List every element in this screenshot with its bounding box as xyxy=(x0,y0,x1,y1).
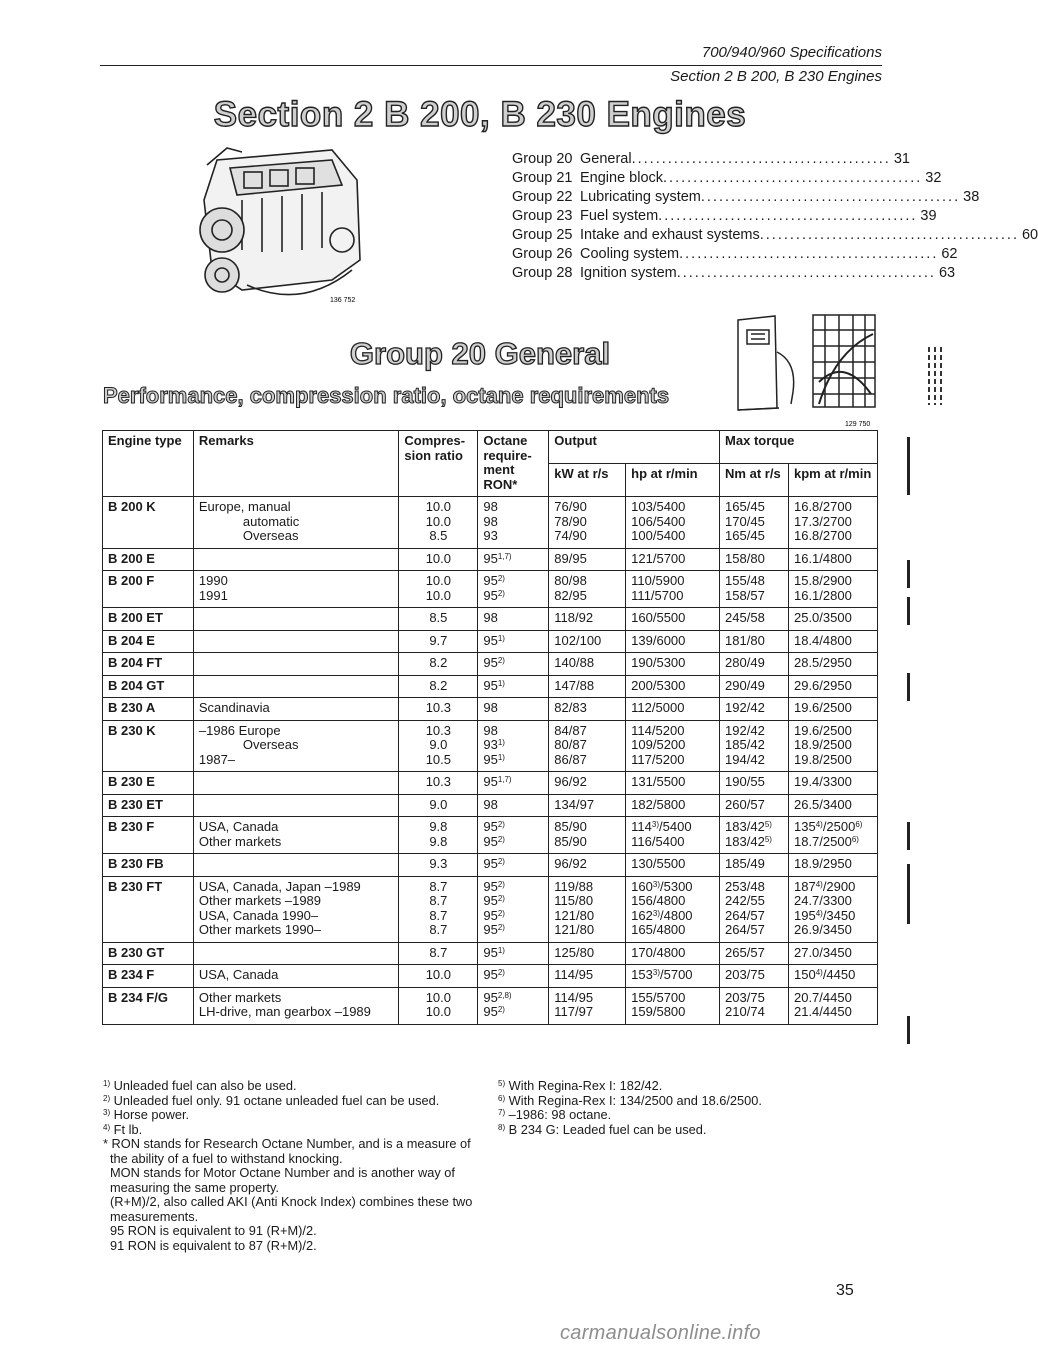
ron-note: the ability of a fuel to withstand knocking. xyxy=(110,1150,343,1166)
torque-kpm-cell: 18.4/4800 xyxy=(788,630,877,653)
toc-page: 31 xyxy=(893,151,910,167)
octane-cell: 95$^{1)}$ xyxy=(478,942,549,965)
ron-note: MON stands for Motor Octane Number and is another way of xyxy=(110,1165,455,1180)
output-hp-cell: 160$^{3)}$/5300 156/4800 162$^{3)}$/4800 165/4800 xyxy=(626,876,720,942)
remarks-cell xyxy=(193,942,399,965)
toc-page: 32 xyxy=(925,170,942,186)
table-row xyxy=(103,698,878,721)
output-kw-cell: 134/97 xyxy=(549,794,626,817)
table-row xyxy=(103,675,878,698)
torque-kpm-cell: 19.6/2500 xyxy=(788,698,877,721)
table-row xyxy=(103,794,878,817)
remarks-cell: Other markets LH-drive, man gearbox –1989 xyxy=(193,987,399,1024)
torque-nm-cell: 245/58 xyxy=(720,608,789,631)
toc-entry: Group 25 Intake and exhaust systems ........................................... 60 xyxy=(512,227,1038,243)
watermark: carmanualsonline.info xyxy=(560,1322,761,1344)
engine-type-cell: B 230 GT xyxy=(103,942,194,965)
output-hp-cell: 155/5700 159/5800 xyxy=(626,987,720,1024)
output-kw-cell: 82/83 xyxy=(549,698,626,721)
ron-note: measuring the same property. xyxy=(110,1179,280,1195)
margin-bar xyxy=(907,560,910,588)
margin-bar xyxy=(907,437,910,495)
octane-cell: 95$^{2)}$ xyxy=(478,653,549,676)
torque-kpm-cell: 15.8/2900 16.1/2800 xyxy=(788,571,877,608)
table-row xyxy=(103,876,878,942)
output-hp-cell: 110/5900 111/5700 xyxy=(626,571,720,608)
torque-kpm-cell: 20.7/4450 21.4/4450 xyxy=(788,987,877,1024)
margin-bar xyxy=(907,673,910,701)
header-max-torque: Max torque xyxy=(720,431,878,464)
table-row xyxy=(103,548,878,571)
torque-nm-cell: 265/57 xyxy=(720,942,789,965)
octane-cell: 98 xyxy=(478,794,549,817)
output-hp-cell: 182/5800 xyxy=(626,794,720,817)
toc-group: Group 21 xyxy=(512,170,573,186)
octane-cell: 98 xyxy=(478,698,549,721)
compression-cell: 8.7 8.7 8.7 8.7 xyxy=(399,876,478,942)
torque-kpm-cell: 187$^{4)}$/2900 24.7/3300 195$^{4)}$/3450 26.9/3450 xyxy=(788,876,877,942)
table-header-row xyxy=(103,431,878,464)
remarks-cell: USA, Canada Other markets xyxy=(193,817,399,854)
footnotes-left xyxy=(103,1079,483,1253)
table-row xyxy=(103,965,878,988)
table-row xyxy=(103,497,878,549)
remarks-cell xyxy=(193,653,399,676)
octane-cell: 95$^{1,7)}$ xyxy=(478,772,549,795)
toc-title: Intake and exhaust systems xyxy=(580,227,760,243)
torque-kpm-cell: 28.5/2950 xyxy=(788,653,877,676)
toc-entry: Group 26 Cooling system ........................................... 62 xyxy=(512,246,958,262)
remarks-cell xyxy=(193,608,399,631)
output-hp-cell: 160/5500 xyxy=(626,608,720,631)
output-hp-cell: 170/4800 xyxy=(626,942,720,965)
torque-nm-cell: 253/48 242/55 264/57 264/57 xyxy=(720,876,789,942)
torque-nm-cell: 183/42$^{5)}$ 183/42$^{5)}$ xyxy=(720,817,789,854)
pump-figure-id: 129 750 xyxy=(845,421,871,428)
octane-cell: 95$^{1,7)}$ xyxy=(478,548,549,571)
toc-page: 38 xyxy=(963,189,980,205)
header-output: Output xyxy=(549,431,720,464)
running-header-section: Section 2 B 200, B 230 Engines xyxy=(670,68,882,85)
engine-type-cell: B 200 F xyxy=(103,571,194,608)
header-remarks: Remarks xyxy=(193,431,399,497)
table-row xyxy=(103,987,878,1024)
torque-kpm-cell: 18.9/2950 xyxy=(788,854,877,877)
remarks-cell: Scandinavia xyxy=(193,698,399,721)
engine-type-cell: B 230 K xyxy=(103,720,194,772)
table-row xyxy=(103,720,878,772)
output-hp-cell: 131/5500 xyxy=(626,772,720,795)
compression-cell: 8.2 xyxy=(399,653,478,676)
engine-type-cell: B 230 E xyxy=(103,772,194,795)
ron-note: measurements. xyxy=(110,1208,199,1224)
group-contents-list xyxy=(512,150,1038,283)
engine-type-cell: B 200 ET xyxy=(103,608,194,631)
torque-nm-cell: 158/80 xyxy=(720,548,789,571)
footnotes-right xyxy=(498,1079,858,1137)
engine-figure-id: 136 752 xyxy=(330,297,356,304)
compression-cell: 10.0 10.0 xyxy=(399,987,478,1024)
torque-nm-cell: 155/48 158/57 xyxy=(720,571,789,608)
footnote: $^{7)}$ –1986: 98 octane. xyxy=(498,1107,612,1122)
toc-page: 39 xyxy=(920,208,937,224)
margin-bar xyxy=(907,1016,910,1044)
compression-cell: 9.8 9.8 xyxy=(399,817,478,854)
output-kw-cell: 102/100 xyxy=(549,630,626,653)
remarks-cell xyxy=(193,675,399,698)
header-hp: hp at r/min xyxy=(626,464,720,497)
header-octane: Octane require-ment RON* xyxy=(478,431,549,497)
toc-group: Group 20 xyxy=(512,151,573,167)
engine-type-cell: B 204 FT xyxy=(103,653,194,676)
output-kw-cell: 84/87 80/87 86/87 xyxy=(549,720,626,772)
header-compression: Compres-sion ratio xyxy=(399,431,478,497)
ron-note: (R+M)/2, also called AKI (Anti Knock Index) combines these two xyxy=(110,1194,473,1209)
output-kw-cell: 125/80 xyxy=(549,942,626,965)
torque-nm-cell: 203/75 210/74 xyxy=(720,987,789,1024)
table-row xyxy=(103,630,878,653)
table-row xyxy=(103,772,878,795)
toc-entry: Group 22 Lubricating system ........................................... 38 xyxy=(512,189,980,205)
engine-type-cell: B 200 K xyxy=(103,497,194,549)
toc-title: Fuel system xyxy=(580,208,659,224)
remarks-cell xyxy=(193,548,399,571)
torque-kpm-cell: 19.6/2500 18.9/2500 19.8/2500 xyxy=(788,720,877,772)
output-kw-cell: 96/92 xyxy=(549,854,626,877)
output-kw-cell: 114/95 117/97 xyxy=(549,987,626,1024)
octane-cell: 95$^{2)}$ 95$^{2)}$ xyxy=(478,817,549,854)
toc-title: Lubricating system xyxy=(580,189,701,205)
engine-type-cell: B 234 F xyxy=(103,965,194,988)
table-row xyxy=(103,608,878,631)
toc-title: Cooling system xyxy=(580,246,680,262)
compression-cell: 8.2 xyxy=(399,675,478,698)
compression-cell: 9.7 xyxy=(399,630,478,653)
output-hp-cell: 121/5700 xyxy=(626,548,720,571)
remarks-cell xyxy=(193,794,399,817)
engine-type-cell: B 204 E xyxy=(103,630,194,653)
output-kw-cell: 114/95 xyxy=(549,965,626,988)
table-row xyxy=(103,571,878,608)
ron-note: 95 RON is equivalent to 91 (R+M)/2. xyxy=(110,1223,317,1238)
torque-nm-cell: 181/80 xyxy=(720,630,789,653)
torque-kpm-cell: 27.0/3450 xyxy=(788,942,877,965)
engine-type-cell: B 204 GT xyxy=(103,675,194,698)
output-hp-cell: 103/5400 106/5400 100/5400 xyxy=(626,497,720,549)
toc-entry: Group 23 Fuel system ........................................... 39 xyxy=(512,208,937,224)
output-hp-cell: 139/6000 xyxy=(626,630,720,653)
engine-type-cell: B 200 E xyxy=(103,548,194,571)
ron-note: 91 RON is equivalent to 87 (R+M)/2. xyxy=(110,1237,317,1253)
compression-cell: 8.5 xyxy=(399,608,478,631)
torque-nm-cell: 192/42 xyxy=(720,698,789,721)
section-tab-marker xyxy=(926,345,948,407)
output-hp-cell: 114/5200 109/5200 117/5200 xyxy=(626,720,720,772)
torque-nm-cell: 185/49 xyxy=(720,854,789,877)
compression-cell: 10.3 9.0 10.5 xyxy=(399,720,478,772)
footnote: $^{4)}$ Ft lb. xyxy=(103,1121,143,1137)
remarks-cell: Europe, manual automatic Overseas xyxy=(193,497,399,549)
torque-kpm-cell: 26.5/3400 xyxy=(788,794,877,817)
table-row xyxy=(103,854,878,877)
table-row xyxy=(103,942,878,965)
header-nm: Nm at r/s xyxy=(720,464,789,497)
torque-kpm-cell: 135$^{4)}$/2500$^{6)}$ 18.7/2500$^{6)}$ xyxy=(788,817,877,854)
octane-cell: 95$^{2)}$ xyxy=(478,965,549,988)
toc-group: Group 28 xyxy=(512,265,573,281)
output-hp-cell: 153$^{3)}$/5700 xyxy=(626,965,720,988)
toc-page: 62 xyxy=(941,246,958,262)
ron-note: * RON stands for Research Octane Number, and is a measure of xyxy=(103,1136,471,1151)
group-title: Group 20 General xyxy=(349,336,611,371)
toc-page: 63 xyxy=(938,265,956,281)
remarks-cell xyxy=(193,630,399,653)
output-hp-cell: 114$^{3)}$/5400 116/5400 xyxy=(626,817,720,854)
page-number: 35 xyxy=(836,1282,854,1299)
header-kpm: kpm at r/min xyxy=(788,464,877,497)
toc-group: Group 23 xyxy=(512,208,573,224)
output-kw-cell: 89/95 xyxy=(549,548,626,571)
torque-nm-cell: 260/57 xyxy=(720,794,789,817)
margin-bar xyxy=(907,822,910,850)
toc-page: 60 xyxy=(1021,227,1038,243)
octane-cell: 95$^{2)}$ xyxy=(478,854,549,877)
output-hp-cell: 190/5300 xyxy=(626,653,720,676)
remarks-cell: USA, Canada, Japan –1989 Other markets –1989 USA, Canada 1990– Other markets 1990– xyxy=(193,876,399,942)
torque-nm-cell: 190/55 xyxy=(720,772,789,795)
torque-kpm-cell: 16.1/4800 xyxy=(788,548,877,571)
torque-nm-cell: 280/49 xyxy=(720,653,789,676)
footnote: $^{3)}$ Horse power. xyxy=(103,1107,190,1122)
torque-kpm-cell: 16.8/2700 17.3/2700 16.8/2700 xyxy=(788,497,877,549)
output-kw-cell: 96/92 xyxy=(549,772,626,795)
compression-cell: 9.3 xyxy=(399,854,478,877)
remarks-cell: USA, Canada xyxy=(193,965,399,988)
octane-cell: 95$^{2)}$ 95$^{2)}$ 95$^{2)}$ 95$^{2)}$ xyxy=(478,876,549,942)
compression-cell: 9.0 xyxy=(399,794,478,817)
fuel-pump-chart-illustration xyxy=(735,312,880,430)
compression-cell: 8.7 xyxy=(399,942,478,965)
compression-cell: 10.0 xyxy=(399,548,478,571)
torque-nm-cell: 290/49 xyxy=(720,675,789,698)
output-hp-cell: 130/5500 xyxy=(626,854,720,877)
octane-cell: 95$^{2,8)}$ 95$^{2)}$ xyxy=(478,987,549,1024)
torque-kpm-cell: 150$^{4)}$/4450 xyxy=(788,965,877,988)
margin-bar xyxy=(907,597,910,625)
performance-spec-table xyxy=(102,430,878,1025)
torque-kpm-cell: 25.0/3500 xyxy=(788,608,877,631)
engine-type-cell: B 230 F xyxy=(103,817,194,854)
octane-cell: 95$^{1)}$ xyxy=(478,630,549,653)
toc-entry: Group 28 Ignition system ........................................... 63 xyxy=(512,265,956,281)
toc-group: Group 22 xyxy=(512,189,573,205)
toc-entry: Group 21 Engine block ........................................... 32 xyxy=(512,170,942,186)
toc-title: Ignition system xyxy=(580,265,677,281)
running-header-title: 700/940/960 Specifications xyxy=(701,44,882,61)
output-kw-cell: 140/88 xyxy=(549,653,626,676)
remarks-cell xyxy=(193,854,399,877)
compression-cell: 10.3 xyxy=(399,772,478,795)
output-hp-cell: 112/5000 xyxy=(626,698,720,721)
footnote: $^{2)}$ Unleaded fuel only. 91 octane unleaded fuel can be used. xyxy=(103,1092,440,1108)
margin-bar xyxy=(907,864,910,924)
compression-cell: 10.0 10.0 8.5 xyxy=(399,497,478,549)
header-kw: kW at r/s xyxy=(549,464,626,497)
torque-kpm-cell: 19.4/3300 xyxy=(788,772,877,795)
output-kw-cell: 118/92 xyxy=(549,608,626,631)
toc-group: Group 26 xyxy=(512,246,573,262)
engine-type-cell: B 230 FB xyxy=(103,854,194,877)
octane-cell: 98 98 93 xyxy=(478,497,549,549)
toc-title: General xyxy=(580,151,632,167)
output-kw-cell: 76/90 78/90 74/90 xyxy=(549,497,626,549)
footnote: $^{5)}$ With Regina-Rex I: 182/42. xyxy=(498,1078,663,1093)
table-row xyxy=(103,817,878,854)
octane-cell: 95$^{2)}$ 95$^{2)}$ xyxy=(478,571,549,608)
torque-nm-cell: 192/42 185/42 194/42 xyxy=(720,720,789,772)
compression-cell: 10.0 xyxy=(399,965,478,988)
output-kw-cell: 147/88 xyxy=(549,675,626,698)
output-kw-cell: 119/88 115/80 121/80 121/80 xyxy=(549,876,626,942)
footnote: $^{8)}$ B 234 G: Leaded fuel can be used. xyxy=(498,1121,707,1137)
table-row xyxy=(103,653,878,676)
torque-kpm-cell: 29.6/2950 xyxy=(788,675,877,698)
remarks-cell: 1990 1991 xyxy=(193,571,399,608)
remarks-cell: –1986 Europe Overseas 1987– xyxy=(193,720,399,772)
footnote: $^{6)}$ With Regina-Rex I: 134/2500 and 18.6/2500. xyxy=(498,1092,762,1108)
octane-cell: 98 xyxy=(478,608,549,631)
subsection-title: Performance, compression ratio, octane requirements xyxy=(103,383,670,408)
header-engine-type: Engine type xyxy=(103,431,194,497)
output-kw-cell: 85/90 85/90 xyxy=(549,817,626,854)
toc-entry: Group 20 General ........................................... 31 xyxy=(512,151,910,167)
output-hp-cell: 200/5300 xyxy=(626,675,720,698)
engine-illustration xyxy=(182,140,372,305)
footnote: $^{1)}$ Unleaded fuel can also be used. xyxy=(103,1078,297,1093)
octane-cell: 95$^{1)}$ xyxy=(478,675,549,698)
octane-cell: 98 93$^{1)}$ 95$^{1)}$ xyxy=(478,720,549,772)
section-title: Section 2 B 200, B 230 Engines xyxy=(213,95,747,134)
toc-title: Engine block xyxy=(580,170,664,186)
toc-group: Group 25 xyxy=(512,227,573,243)
output-kw-cell: 80/98 82/95 xyxy=(549,571,626,608)
torque-nm-cell: 165/45 170/45 165/45 xyxy=(720,497,789,549)
compression-cell: 10.0 10.0 xyxy=(399,571,478,608)
compression-cell: 10.3 xyxy=(399,698,478,721)
engine-type-cell: B 234 F/G xyxy=(103,987,194,1024)
engine-type-cell: B 230 A xyxy=(103,698,194,721)
engine-type-cell: B 230 ET xyxy=(103,794,194,817)
engine-type-cell: B 230 FT xyxy=(103,876,194,942)
torque-nm-cell: 203/75 xyxy=(720,965,789,988)
header-rule xyxy=(100,65,882,66)
remarks-cell xyxy=(193,772,399,795)
